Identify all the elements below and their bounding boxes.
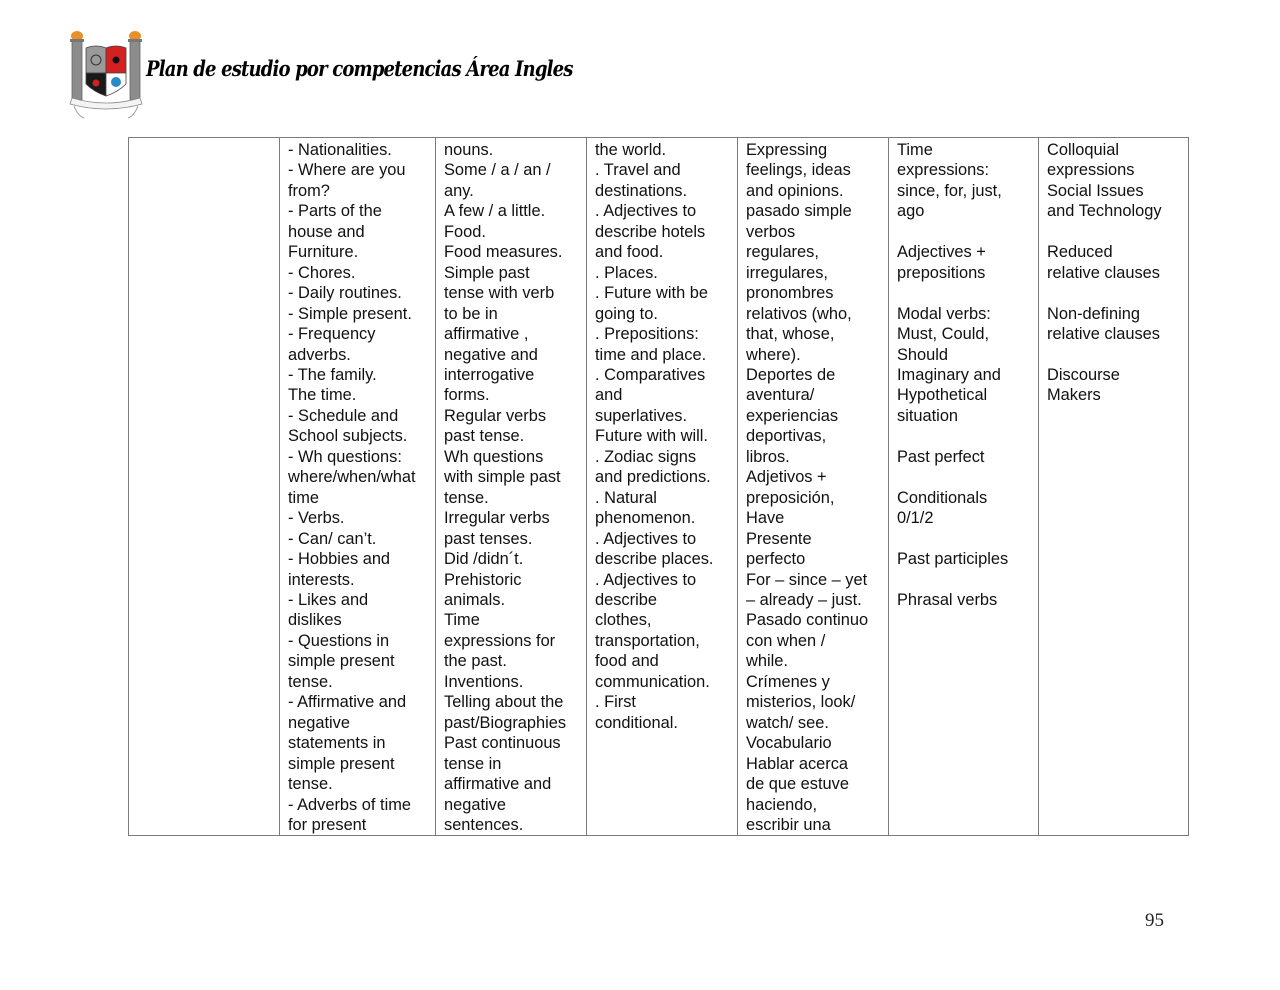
topic-line: . Adjectives to xyxy=(595,529,697,548)
topic-line: Past participles xyxy=(897,549,1009,568)
topic-line: tense. xyxy=(288,775,333,794)
topic-line: Must, Could, xyxy=(897,325,990,344)
topic-line: - Wh questions: xyxy=(288,447,402,466)
topic-line: Expressing xyxy=(746,141,828,159)
topic-line: communication. xyxy=(595,672,710,691)
document-title: Plan de estudio por competencias Área Ingles xyxy=(146,56,573,81)
topic-line: relativos (who, xyxy=(746,304,852,323)
topic-line: Modal verbs: xyxy=(897,304,991,323)
topic-line: tense with verb xyxy=(444,284,555,303)
topic-line: Vocabulario xyxy=(746,734,832,753)
topic-line: and food. xyxy=(595,243,664,262)
topic-line: Past perfect xyxy=(897,447,985,466)
topic-line: situation xyxy=(897,406,959,425)
topic-line: Hypothetical xyxy=(897,386,988,405)
topic-line: regulares, xyxy=(746,243,819,262)
topic-line: . Prepositions: xyxy=(595,325,699,344)
topic-line: past tense. xyxy=(444,427,525,446)
topic-line: de que estuve xyxy=(746,775,849,794)
topic-line: Crímenes y xyxy=(746,672,830,691)
topic-line: Inventions. xyxy=(444,672,524,691)
topic-line: - Where are you xyxy=(288,161,406,180)
topic-line: Adjetivos + xyxy=(746,468,827,487)
topic-line: while. xyxy=(746,652,788,671)
topic-line: transportation, xyxy=(595,631,700,650)
topic-line: Hablar acerca xyxy=(746,754,849,773)
topic-line: nouns. xyxy=(444,141,494,159)
topic-line: Future with will. xyxy=(595,427,708,446)
topic-line: Wh questions xyxy=(444,447,544,466)
topic-line: the world. xyxy=(595,141,667,159)
topic-line: pronombres xyxy=(746,284,834,303)
topic-line: - Simple present. xyxy=(288,304,412,323)
page-header xyxy=(66,28,573,123)
topic-line: that, whose, xyxy=(746,325,835,344)
topic-line: time and place. xyxy=(595,345,707,364)
topic-line: Adjectives + xyxy=(897,243,986,262)
table-cell-grade-topics-5 xyxy=(889,138,1039,836)
topic-line: describe places. xyxy=(595,550,714,569)
topic-line: dislikes xyxy=(288,611,342,630)
topic-line: tense in xyxy=(444,754,502,773)
topic-line: and Technology xyxy=(1047,202,1162,221)
topic-line: Time xyxy=(444,611,480,630)
topic-line: Pasado continuo xyxy=(746,611,869,630)
topic-line: Imaginary and xyxy=(897,365,1001,384)
topic-line: - Parts of the xyxy=(288,202,382,221)
topic-line: affirmative and xyxy=(444,775,552,794)
topic-line: Time xyxy=(897,141,933,159)
topic-line: The time. xyxy=(288,386,357,405)
topic-line: Irregular verbs xyxy=(444,509,550,528)
topic-line: tense. xyxy=(288,672,333,691)
topic-line: - The family. xyxy=(288,365,377,384)
topic-line: Regular verbs xyxy=(444,406,547,425)
topic-line: - Adverbs of time xyxy=(288,795,411,814)
topic-line: School subjects. xyxy=(288,427,408,446)
topic-line: food and xyxy=(595,652,659,671)
topic-line: any. xyxy=(444,181,474,200)
topic-line: to be in xyxy=(444,304,498,323)
topic-line: Discourse xyxy=(1047,365,1120,384)
table-cell-empty xyxy=(129,138,280,836)
blank-line xyxy=(897,426,1030,446)
blank-line xyxy=(1047,345,1180,365)
topic-line: - Can/ can’t. xyxy=(288,529,377,548)
topic-line: since, for, just, xyxy=(897,181,1002,200)
topic-line: with simple past xyxy=(444,468,561,487)
page-number: 95 xyxy=(1145,910,1164,931)
topic-line: - Hobbies and xyxy=(288,550,391,569)
topic-line: misterios, look/ xyxy=(746,693,856,712)
topic-line: from? xyxy=(288,181,330,200)
blank-line xyxy=(897,467,1030,487)
topic-line: - Verbs. xyxy=(288,509,345,528)
topic-line: con when / xyxy=(746,631,826,650)
topic-line: 0/1/2 xyxy=(897,509,934,528)
topic-line: past/Biographies xyxy=(444,713,567,732)
topic-line: watch/ see. xyxy=(746,713,829,732)
topic-line: expressions xyxy=(1047,161,1135,180)
topic-line: . Adjectives to xyxy=(595,570,697,589)
topic-line: affirmative , xyxy=(444,325,529,344)
topic-line: - Daily routines. xyxy=(288,284,402,303)
topic-line: libros. xyxy=(746,447,790,466)
topic-line: and predictions. xyxy=(595,468,711,487)
topic-line: Non-defining xyxy=(1047,304,1140,323)
table-cell-grade-topics-6 xyxy=(1039,138,1189,836)
table-cell-grade-topics-1 xyxy=(280,138,436,836)
topic-line: - Chores. xyxy=(288,263,356,282)
topic-line: where/when/what xyxy=(288,468,416,487)
topic-line: Social Issues xyxy=(1047,181,1144,200)
blank-line xyxy=(897,283,1030,303)
table-row xyxy=(129,138,1189,836)
topic-line: relative clauses xyxy=(1047,263,1160,282)
topic-line: Deportes de xyxy=(746,365,836,384)
topic-line: experiencias xyxy=(746,406,839,425)
topic-line: Did /didn´t. xyxy=(444,550,524,569)
topic-line: ago xyxy=(897,202,925,221)
topic-line: Should xyxy=(897,345,949,364)
topic-line: deportivas, xyxy=(746,427,827,446)
topic-line: . Places. xyxy=(595,263,658,282)
topic-line: Simple past xyxy=(444,263,530,282)
table-cell-grade-topics-4 xyxy=(738,138,889,836)
topic-line: adverbs. xyxy=(288,345,351,364)
topic-line: A few / a little. xyxy=(444,202,546,221)
topic-line: - Likes and xyxy=(288,590,369,609)
topic-line: . Adjectives to xyxy=(595,202,697,221)
topic-line: going to. xyxy=(595,304,658,323)
topic-line: Prehistoric xyxy=(444,570,522,589)
topic-line: Reduced xyxy=(1047,243,1113,262)
topic-line: Telling about the xyxy=(444,693,564,712)
topic-line: simple present xyxy=(288,652,395,671)
topic-line: expressions: xyxy=(897,161,990,180)
topic-line: forms. xyxy=(444,386,490,405)
topic-line: verbos xyxy=(746,222,796,241)
topic-line: perfecto xyxy=(746,550,806,569)
topic-line: Food. xyxy=(444,222,486,241)
topic-line: - Affirmative and xyxy=(288,693,407,712)
topic-line: the past. xyxy=(444,652,507,671)
topic-line: negative xyxy=(444,795,506,814)
topic-line: . Natural xyxy=(595,488,657,507)
topic-line: haciendo, xyxy=(746,795,818,814)
topic-line: relative clauses xyxy=(1047,325,1160,344)
topic-line: for present xyxy=(288,815,367,834)
topic-line: Colloquial xyxy=(1047,141,1119,159)
topic-line: . First xyxy=(595,693,636,712)
topic-line: simple present xyxy=(288,754,395,773)
topic-line: preposición, xyxy=(746,488,835,507)
topic-line: Phrasal verbs xyxy=(897,590,998,609)
topic-line: statements in xyxy=(288,734,386,753)
topic-line: irregulares, xyxy=(746,263,828,282)
topic-line: describe hotels xyxy=(595,222,706,241)
topic-line: house and xyxy=(288,222,365,241)
topic-line: Past continuous xyxy=(444,734,561,753)
topic-line: superlatives. xyxy=(595,406,688,425)
topic-line: Presente xyxy=(746,529,812,548)
table-cell-grade-topics-3 xyxy=(587,138,738,836)
topic-line: expressions for xyxy=(444,631,556,650)
topic-line: tense. xyxy=(444,488,489,507)
blank-line xyxy=(897,222,1030,242)
topic-line: . Zodiac signs xyxy=(595,447,697,466)
topic-line: animals. xyxy=(444,590,506,609)
topic-line: pasado simple xyxy=(746,202,852,221)
blank-line xyxy=(1047,283,1180,303)
topic-line: . Comparatives xyxy=(595,365,706,384)
topic-line: Have xyxy=(746,509,785,528)
topic-line: Some / a / an / xyxy=(444,161,551,180)
topic-line: interests. xyxy=(288,570,355,589)
topic-line: Furniture. xyxy=(288,243,359,262)
blank-line xyxy=(897,569,1030,589)
topic-line: and xyxy=(595,386,623,405)
topic-line: - Frequency xyxy=(288,325,376,344)
topic-line: destinations. xyxy=(595,181,688,200)
topic-line: conditional. xyxy=(595,713,678,732)
topic-line: - Questions in xyxy=(288,631,390,650)
curriculum-table xyxy=(128,137,1189,836)
topic-line: clothes, xyxy=(595,611,652,630)
topic-line: and opinions. xyxy=(746,181,844,200)
topic-line: prepositions xyxy=(897,263,986,282)
topic-line: feelings, ideas xyxy=(746,161,851,180)
topic-line: past tenses. xyxy=(444,529,533,548)
topic-line: Makers xyxy=(1047,386,1101,405)
topic-line: For – since – yet xyxy=(746,570,868,589)
topic-line: negative and xyxy=(444,345,538,364)
topic-line: . Travel and xyxy=(595,161,681,180)
topic-line: escribir una xyxy=(746,815,831,834)
topic-line: – already – just. xyxy=(746,590,862,609)
table-cell-grade-topics-2 xyxy=(436,138,587,836)
topic-line: interrogative xyxy=(444,365,535,384)
topic-line: - Nationalities. xyxy=(288,141,392,159)
topic-line: negative xyxy=(288,713,350,732)
topic-line: . Future with be xyxy=(595,284,708,303)
topic-line: describe xyxy=(595,590,657,609)
topic-line: Food measures. xyxy=(444,243,563,262)
topic-line: aventura/ xyxy=(746,386,815,405)
topic-line: where). xyxy=(746,345,801,364)
topic-line: sentences. xyxy=(444,815,524,834)
school-crest-icon xyxy=(66,28,152,120)
topic-line: phenomenon. xyxy=(595,509,696,528)
topic-line: time xyxy=(288,488,319,507)
blank-line xyxy=(1047,222,1180,242)
topic-line: Conditionals xyxy=(897,488,988,507)
topic-line: - Schedule and xyxy=(288,406,399,425)
blank-line xyxy=(897,529,1030,549)
